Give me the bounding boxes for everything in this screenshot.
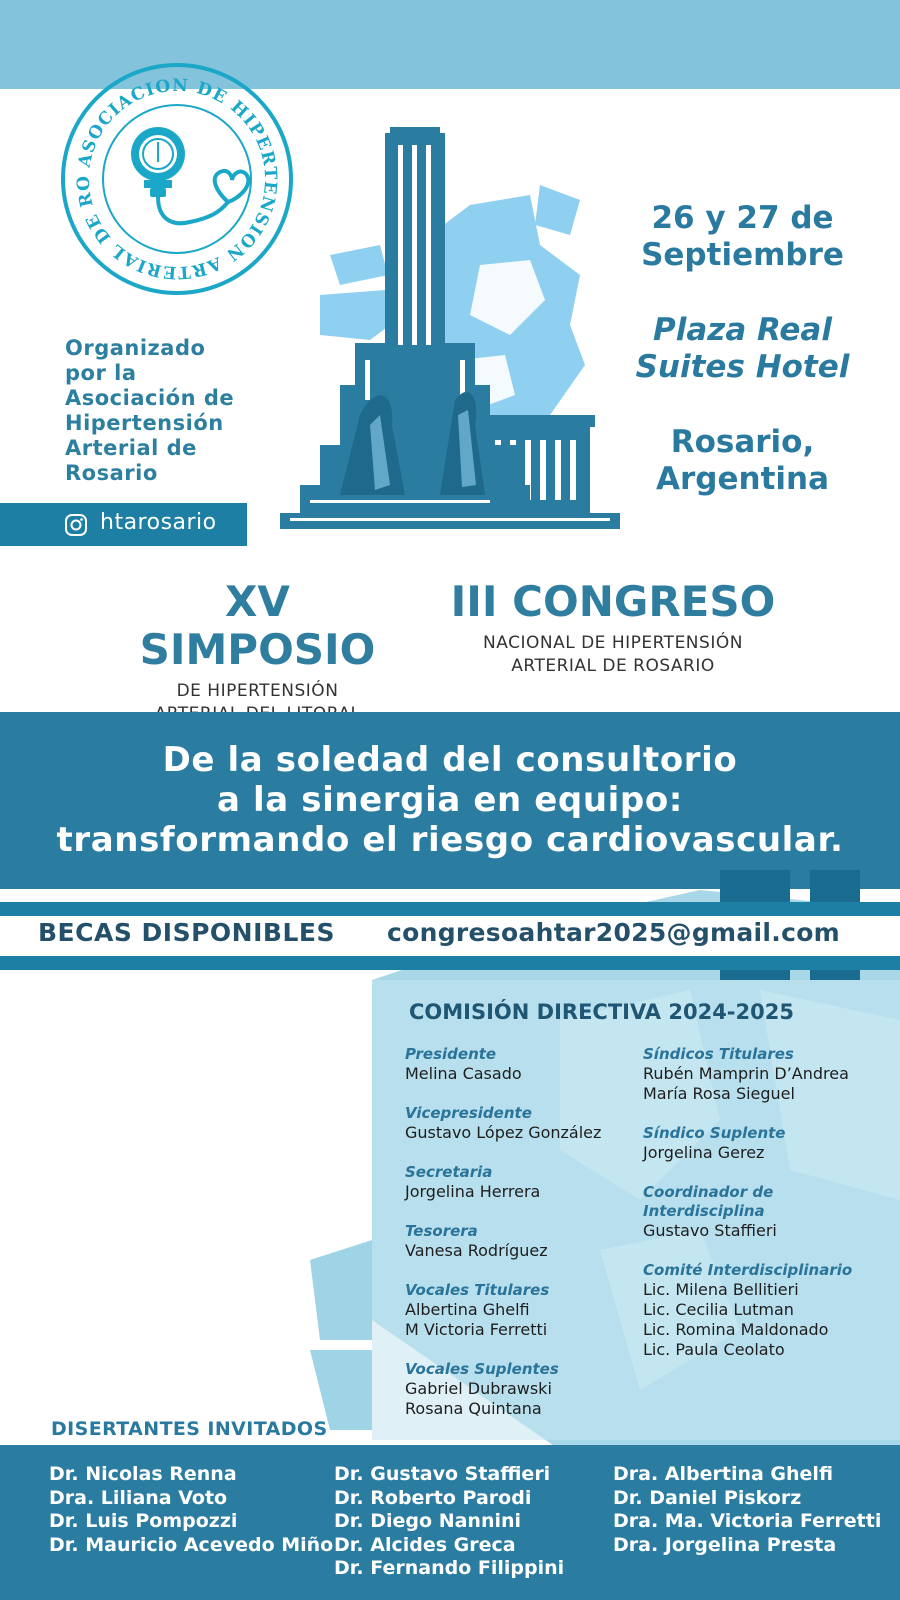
symposium-heading [100, 578, 415, 726]
contact-email-link[interactable]: congresoahtar2025@gmail.com [387, 918, 841, 947]
comision-role: Vocales Titulares [405, 1281, 550, 1299]
comision-role-block [405, 1360, 635, 1419]
speaker-name: Dra. Ma. Victoria Ferretti [613, 1510, 882, 1532]
becas-stripe [0, 956, 900, 970]
speaker-name: Dr. Roberto Parodi [334, 1486, 532, 1509]
speaker-name: Dra. Jorgelina Presta [613, 1533, 837, 1556]
comision-person: Rubén Mamprin D’Andrea [643, 1064, 849, 1083]
event-venue-line: Plaza Real [653, 312, 832, 348]
speaker-name: Dr. Nicolas Renna [49, 1463, 237, 1485]
comision-person: Lic. Milena Bellitieri [643, 1280, 799, 1299]
becas-label: BECAS DISPONIBLES [38, 918, 335, 947]
event-date-line: 26 y 27 de [651, 200, 834, 236]
comision-role: Tesorera [405, 1222, 478, 1240]
speaker-name: Dra. Albertina Ghelfi [613, 1463, 834, 1485]
event-date-line: Septiembre [641, 237, 844, 273]
speaker-name: Dr. Gustavo Staffieri [334, 1463, 551, 1485]
speakers-column [334, 1463, 564, 1581]
slogan-band [0, 712, 900, 889]
organizer-line: Rosario [65, 461, 158, 485]
comision-person: Albertina Ghelfi [405, 1300, 530, 1319]
speaker-name: Dr. Luis Pompozzi [49, 1510, 238, 1532]
comision-role-block [405, 1222, 635, 1261]
comision-person: Gustavo Staffieri [643, 1221, 777, 1240]
comision-person: Jorgelina Herrera [405, 1182, 541, 1201]
event-venue-line: Suites Hotel [635, 349, 850, 385]
comision-role: Coordinador de [643, 1183, 774, 1201]
comision-role: Vocales Suplentes [405, 1360, 559, 1378]
speaker-name: Dr. Diego Nannini [334, 1510, 522, 1532]
comision-person: Gustavo López González [405, 1123, 602, 1142]
organizer-line: Asociación de [65, 386, 235, 410]
speaker-name: Dr. Daniel Piskorz [613, 1486, 802, 1509]
instagram-link[interactable] [0, 503, 247, 546]
comision-title: COMISIÓN DIRECTIVA 2024-2025 [409, 1000, 794, 1024]
comision-role-block [643, 1183, 893, 1241]
speakers-column [49, 1463, 333, 1557]
comision-role-block [405, 1104, 635, 1143]
speaker-name: Dr. Fernando Filippini [334, 1557, 565, 1579]
comision-person: Lic. Romina Maldonado [643, 1320, 829, 1339]
organizer-line: Organizado [65, 336, 206, 360]
speaker-name: Dra. Liliana Voto [49, 1486, 228, 1509]
congress-subtitle [448, 632, 778, 678]
becas-bar [0, 902, 900, 968]
symposium-subtitle-line: DE HIPERTENSIÓN [176, 681, 339, 701]
comision-person: María Rosa Sieguel [643, 1084, 795, 1103]
slogan-line: a la sinergia en equipo: [217, 780, 683, 820]
event-venue [610, 312, 875, 386]
comision-person: M Victoria Ferretti [405, 1320, 548, 1339]
speaker-name: Dr. Alcides Greca [334, 1533, 516, 1556]
comision-role: Síndicos Titulares [643, 1045, 794, 1063]
comision-person: Lic. Paula Ceolato [643, 1340, 785, 1359]
speaker-name: Dr. Mauricio Acevedo Miño [49, 1533, 334, 1556]
logo-ring-text: ASOCIACION DE HIPERTENSION ARTERIAL DE RO [73, 75, 281, 283]
comision-role: Secretaria [405, 1163, 493, 1181]
comision-role: Presidente [405, 1045, 497, 1063]
monument-illustration [280, 125, 630, 545]
comision-role: Síndico Suplente [643, 1124, 786, 1142]
comision-role-block [643, 1261, 893, 1360]
comision-person: Jorgelina Gerez [643, 1143, 765, 1162]
comision-person: Gabriel Dubrawski [405, 1379, 552, 1398]
congress-subtitle-line: NACIONAL DE HIPERTENSIÓN [483, 633, 743, 653]
congress-subtitle-line: ARTERIAL DE ROSARIO [511, 656, 715, 676]
organizer-line: Hipertensión [65, 411, 224, 435]
event-date [610, 200, 875, 274]
comision-role-block [405, 1163, 635, 1202]
becas-stripe [0, 902, 900, 916]
comision-role: Comité Interdisciplinario [643, 1261, 853, 1279]
slogan-line: transformando el riesgo cardiovascular. [56, 820, 844, 860]
comision-role-block [643, 1124, 893, 1163]
congress-title: III CONGRESO [450, 577, 776, 626]
comision-role: Interdisciplina [643, 1202, 765, 1220]
comision-role-block [405, 1281, 635, 1340]
comision-column-right [643, 1045, 893, 1380]
comision-role: Vicepresidente [405, 1104, 532, 1122]
event-city [610, 424, 875, 498]
comision-person: Lic. Cecilia Lutman [643, 1300, 794, 1319]
organizer-text [65, 336, 295, 486]
slogan-line: De la soledad del consultorio [162, 740, 738, 780]
organizer-line: Arterial de [65, 436, 197, 460]
instagram-icon [64, 513, 88, 537]
comision-role-block [643, 1045, 893, 1104]
comision-person: Vanesa Rodríguez [405, 1241, 548, 1260]
congress-heading [448, 578, 778, 678]
comision-person: Rosana Quintana [405, 1399, 542, 1418]
event-city-line: Rosario, [670, 424, 815, 460]
speakers-column [613, 1463, 881, 1557]
comision-column-left [405, 1045, 635, 1439]
organizer-line: por la [65, 361, 137, 385]
instagram-handle: htarosario [100, 510, 217, 535]
blood-pressure-gauge-heart-icon [131, 127, 248, 223]
comision-role-block [405, 1045, 635, 1084]
event-info [610, 200, 875, 498]
event-city-line: Argentina [656, 461, 829, 497]
speakers-title: DISERTANTES INVITADOS [51, 1418, 328, 1440]
association-logo [60, 62, 294, 296]
symposium-title: XV SIMPOSIO [139, 577, 376, 674]
comision-person: Melina Casado [405, 1064, 522, 1083]
